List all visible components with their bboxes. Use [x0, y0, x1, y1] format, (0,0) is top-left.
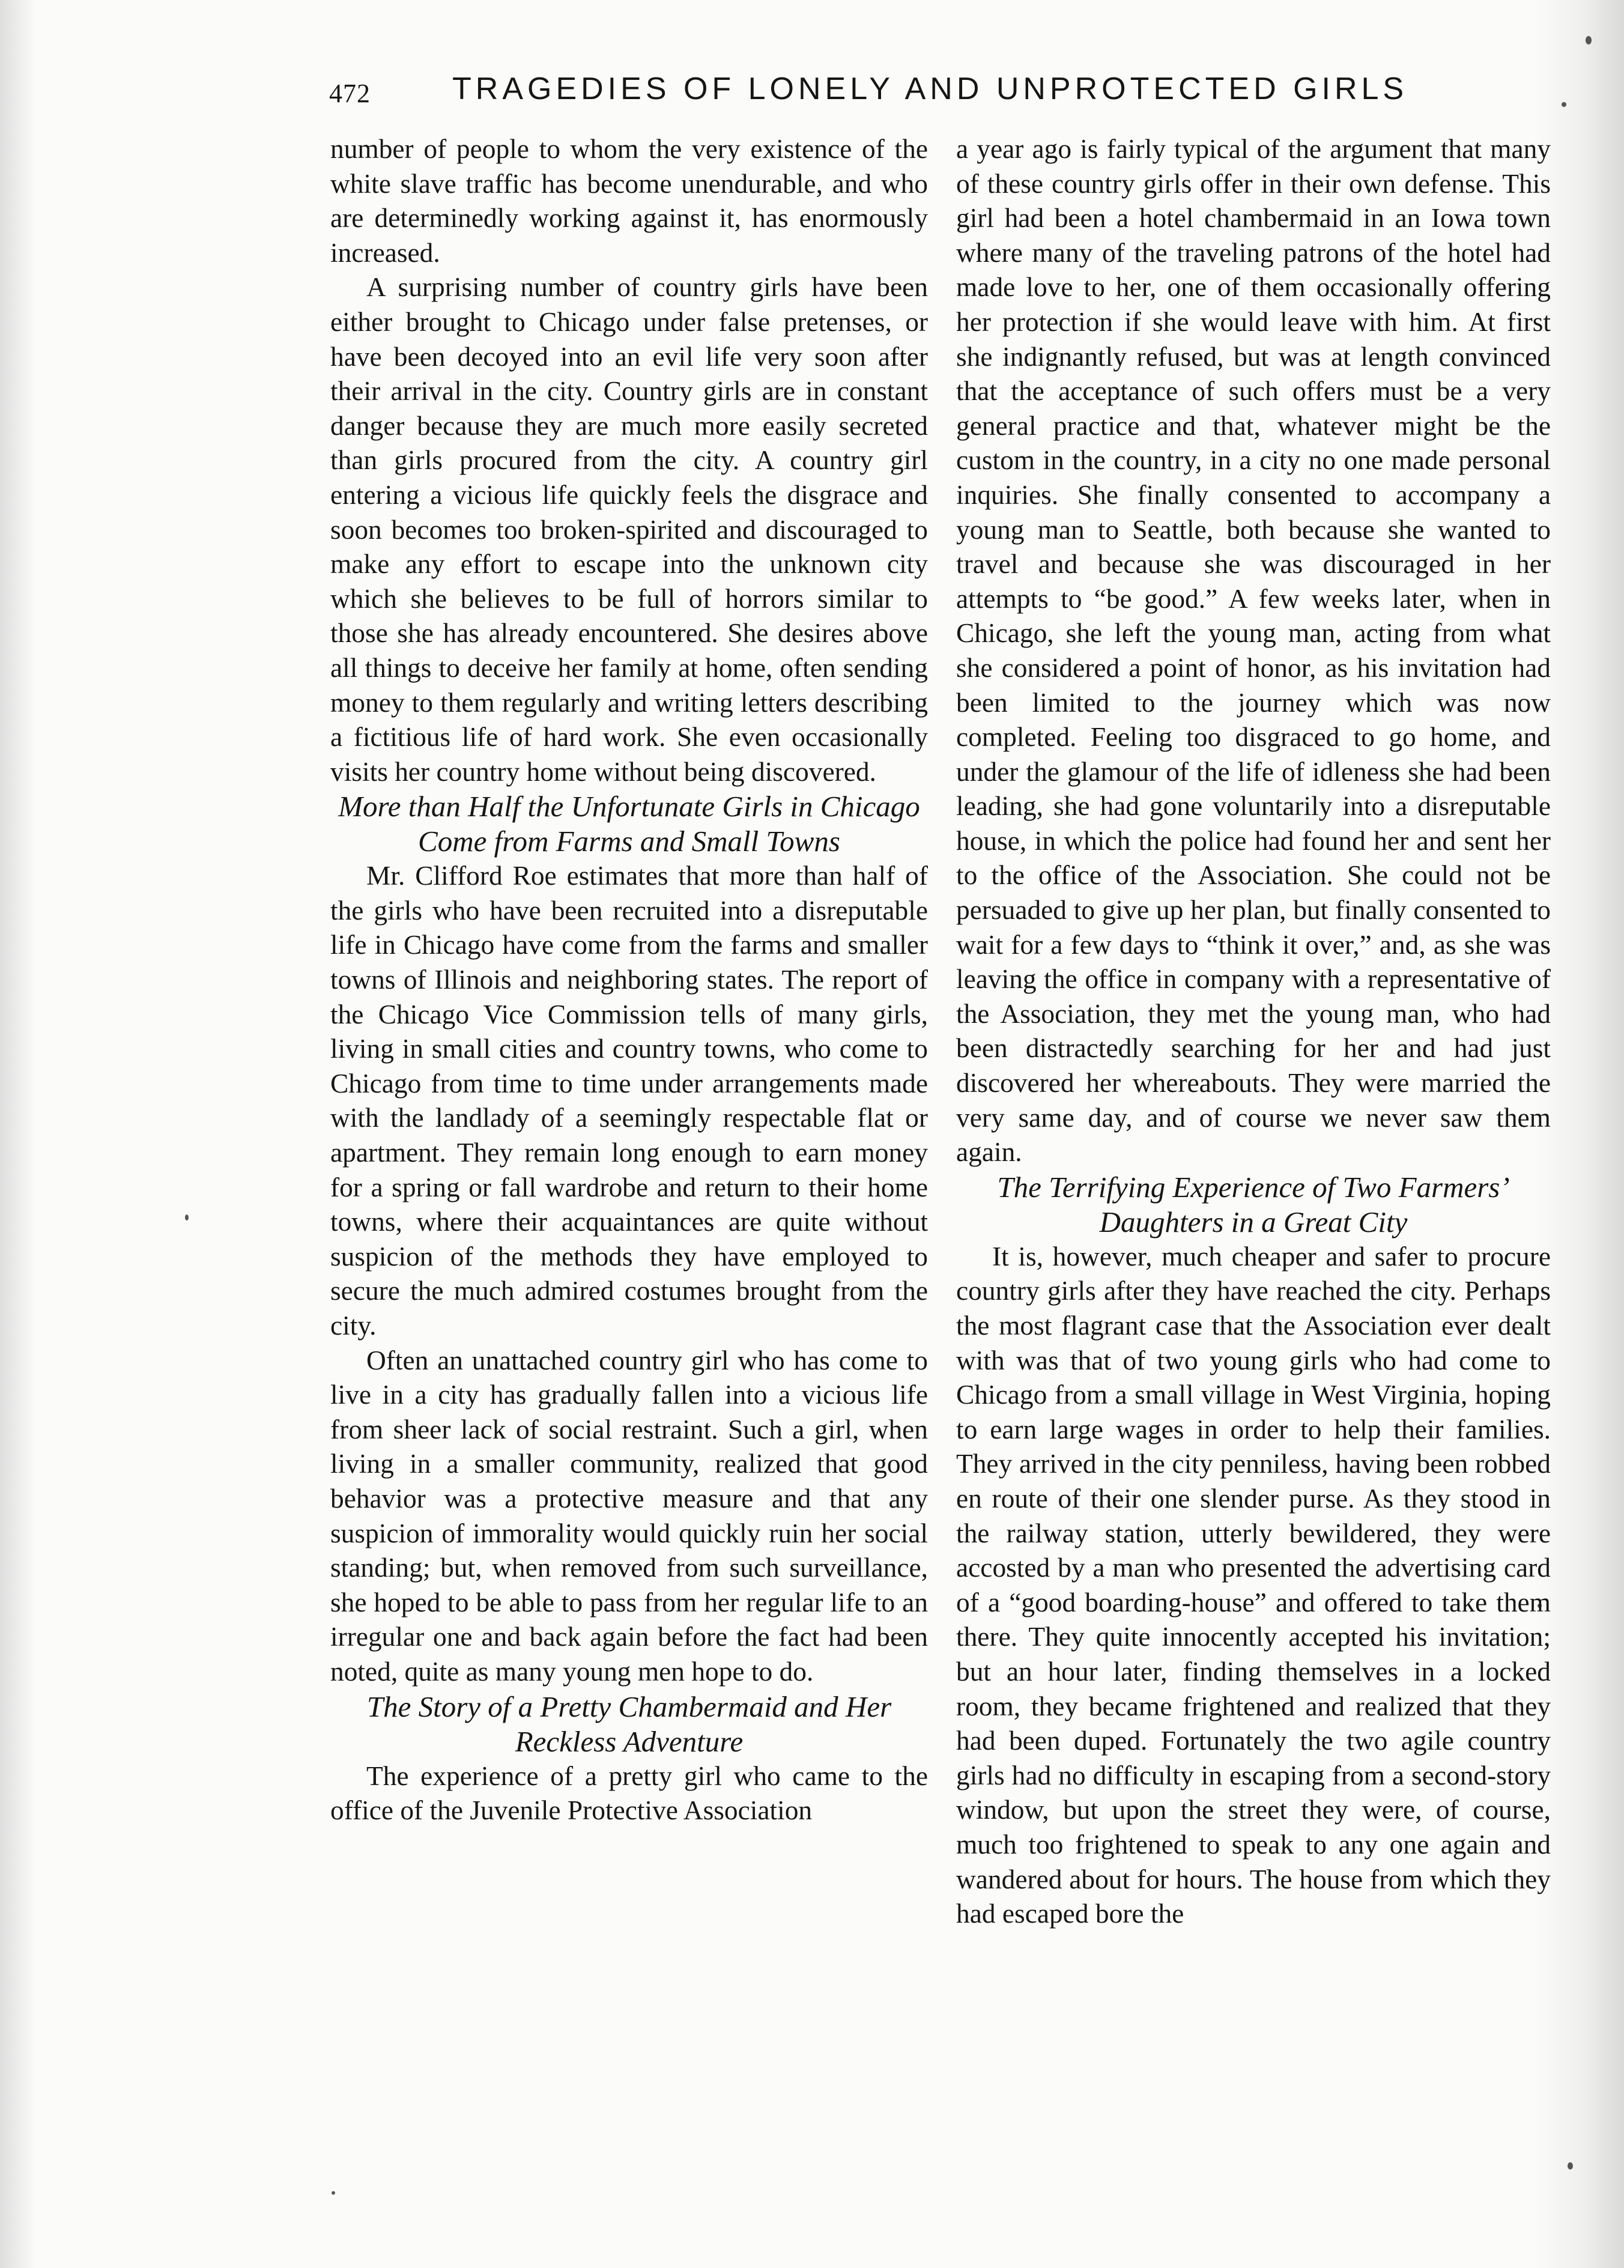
paragraph: It is, however, much cheaper and safer to procure country girls after they have reached the city. Perhaps the most flagrant case that the Association ever dealt with was that of two young girls who had come to Chicago from a small village in West Virginia, hoping to earn large wages in order to help their families. They arrived in the city penniless, having been robbed en route of their one slender purse. As they stood in the railway station, utterly bewildered, they were accosted by a man who presented the advertising card of a “good boarding-house” and offered to take them there. They quite innocently accepted his invitation; but an hour later, finding themselves in a locked room, they became frightened and realized that they had been duped. Fortunately the two agile country girls had no difficulty in escaping from a second-story window, but upon the street they were, of course, much too frightened to speak to any one again and wandered about for hours. The house from which they had escaped bore the	[956, 1241, 1551, 1929]
scan-speckle	[332, 2191, 335, 2195]
paragraph: Often an unattached country girl who has come to live in a city has gradually fallen into a vicious life from sheer lack of social restraint. Such a girl, when living in a smaller community, realized that good behavior was a protective measure and that any suspicion of immorality would quickly ruin her social standing; but, when removed from such surveillance, she hoped to be able to pass from her regular life to an irregular one and back again before the fact had been noted, quite as many young men hope to do.	[330, 1345, 928, 1687]
paragraph: a year ago is fairly typical of the argument that many of these country girls offer in their own defense. This girl had been a hotel chambermaid in an Iowa town where many of the traveling patrons of the hotel had made love to her, one of them occasionally offering her protection if she would leave with him. At first she indignantly refused, but was at length convinced that the acceptance of such offers must be a very general practice and that, whatever might be the custom in the country, in a city no one made personal inquiries. She finally consented to accompany a young man to Seattle, both because she wanted to travel and because she was discouraged in her attempts to “be good.” A few weeks later, when in Chicago, she left the young man, acting from what she considered a point of honor, as his invitation had been limited to the journey which was now completed. Feeling too disgraced to go home, and under the glamour of the life of idleness she had been leading, she had gone voluntarily into a disreputable house, in which the police had found her and sent her to the office of the Association. She could not be persuaded to give up her plan, but finally consented to wait for a few days to “think it over,” and, as she was leaving the office in company with a representative of the Association, they met the young man, who had been distractedly searching for her and had just discovered her whereabouts. They were married the very same day, and of course we never saw them again.	[956, 134, 1551, 1168]
left-column	[330, 132, 928, 1828]
paragraph: number of people to whom the very existence of the white slave traffic has become unendurable, and who are determinedly working against it, has enormously increased.	[330, 134, 928, 268]
running-title: TRAGEDIES OF LONELY AND UNPROTECTED GIRLS	[452, 71, 1408, 106]
page-header	[329, 71, 1458, 119]
paragraph: Mr. Clifford Roe estimates that more than half of the girls who have been recruited into a disreputable life in Chicago have come from the farms and smaller towns of Illinois and neighboring states. The report of the Chicago Vice Commission tells of many girls, living in small cities and country towns, who come to Chicago from time to time under arrangements made with the landlady of a seemingly respectable flat or apartment. They remain long enough to earn money for a spring or fall wardrobe and return to their home towns, where their acquaintances are quite without suspicion of the methods they have employed to secure the much admired costumes brought from the city.	[330, 861, 928, 1341]
page-number: 472	[329, 79, 371, 108]
section-heading: The Terrifying Experience of Two Farmers’ Daughters in a Great City	[997, 1170, 1510, 1239]
section-heading: More than Half the Unfortunate Girls in Chicago Come from Farms and Small Towns	[338, 790, 920, 858]
scan-speckle	[185, 1214, 189, 1220]
paragraph: A surprising number of country girls have been either brought to Chicago under false pretenses, or have been decoyed into an evil life very soon after their arrival in the city. Country girls are in constant danger because they are much more easily secreted than girls procured from the city. A country girl entering a vicious life quickly feels the disgrace and soon becomes too broken-spirited and discouraged to make any effort to escape into the unknown city which she believes to be full of horrors similar to those she has already encountered. She desires above all things to deceive her family at home, often sending money to them regularly and writing letters describing a fictitious life of hard work. She even occasionally visits her country home without being discovered.	[330, 272, 928, 787]
scan-speckle	[1562, 102, 1566, 107]
scan-speckle	[1568, 2162, 1573, 2169]
page-left-shadow	[0, 0, 36, 2268]
scan-speckle	[1586, 36, 1592, 44]
section-heading: The Story of a Pretty Chambermaid and Her Reckless Adventure	[366, 1690, 892, 1758]
paragraph: The experience of a pretty girl who came to the office of the Juvenile Protective Association	[330, 1760, 928, 1826]
right-column	[956, 132, 1551, 1932]
